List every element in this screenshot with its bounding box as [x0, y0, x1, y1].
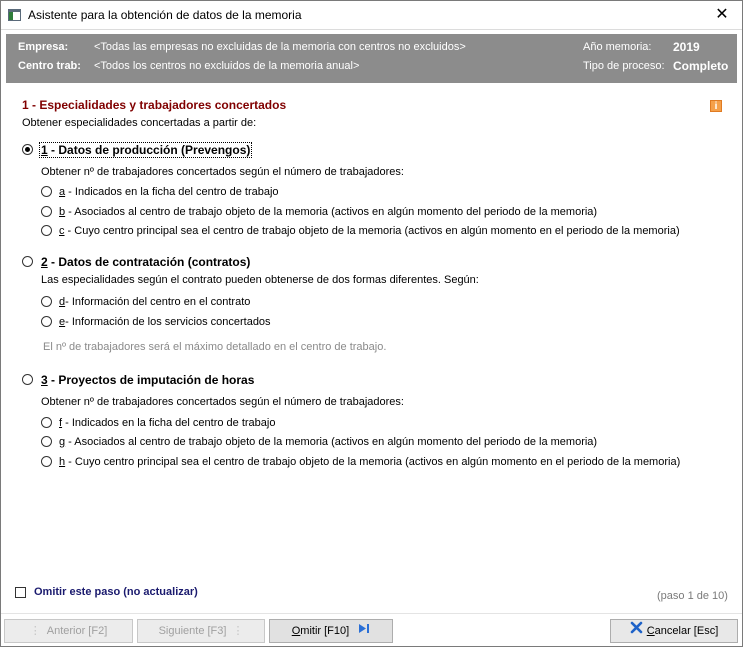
previous-button[interactable]: ⋮ Anterior [F2] — [4, 619, 133, 643]
info-icon[interactable]: i — [710, 100, 722, 112]
option3g-label[interactable]: g - Asociados al centro de trabajo objeto de la memoria (activos en algún momento del periodo de la memoria) — [59, 436, 598, 448]
option3f-radio[interactable] — [41, 417, 52, 428]
option3-radio[interactable] — [22, 374, 33, 385]
option1a-label[interactable]: a - Indicados en la ficha del centro de trabajo — [59, 186, 279, 198]
ano-value: 2019 — [673, 40, 700, 54]
tipo-value: Completo — [673, 59, 729, 73]
option2e-label[interactable]: e- Información de los servicios concertados — [59, 316, 271, 328]
step-indicator: (paso 1 de 10) — [657, 590, 728, 602]
option2-radio[interactable] — [22, 256, 33, 267]
omit-button[interactable]: Omitir [F10] — [269, 619, 393, 643]
title-bar — [1, 1, 742, 30]
option1b-label[interactable]: b - Asociados al centro de trabajo objeto de la memoria (activos en algún momento del periodo de la memoria) — [59, 206, 598, 218]
option3h-radio[interactable] — [41, 456, 52, 467]
app-window-icon — [8, 9, 21, 21]
option2-note: El nº de trabajadores será el máximo detallado en el centro de trabajo. — [43, 341, 387, 353]
cancel-x-icon — [630, 620, 643, 642]
option2e-radio[interactable] — [41, 316, 52, 327]
section-title: 1 - Especialidades y trabajadores concertados — [22, 98, 287, 112]
option3h-label[interactable]: h - Cuyo centro principal sea el centro de trabajo objeto de la memoria (activos en algún momento en el periodo de la memoria) — [59, 456, 681, 468]
ano-label: Año memoria: — [583, 41, 652, 53]
option1-radio[interactable] — [22, 144, 33, 155]
option3f-label[interactable]: f - Indicados en la ficha del centro de trabajo — [59, 417, 276, 429]
close-icon: ✕ — [715, 6, 729, 23]
option2d-label[interactable]: d- Información del centro en el contrato — [59, 296, 251, 308]
tipo-label: Tipo de proceso: — [583, 60, 665, 72]
option1a-radio[interactable] — [41, 186, 52, 197]
centro-value: <Todos los centros no excluidos de la memoria anual> — [94, 60, 360, 72]
centro-label: Centro trab: — [18, 60, 81, 72]
skip-step-label[interactable]: Omitir este paso (no actualizar) — [34, 586, 198, 598]
option1-label[interactable]: 1 - Datos de producción (Prevengos) — [41, 143, 251, 157]
option2d-radio[interactable] — [41, 296, 52, 307]
option1c-label[interactable]: c - Cuyo centro principal sea el centro de trabajo objeto de la memoria (activos en algún momento en el periodo de la memoria) — [59, 225, 680, 237]
empresa-value: <Todas las empresas no excluidas de la memoria con centros no excluidos> — [94, 41, 466, 53]
cancel-button[interactable]: Cancelar [Esc] — [610, 619, 738, 643]
window-title: Asistente para la obtención de datos de la memoria — [28, 8, 302, 22]
next-icon: ⋮ — [232, 625, 244, 638]
option1c-radio[interactable] — [41, 225, 52, 236]
option2-prompt: Las especialidades según el contrato pueden obtenerse de dos formas diferentes. Según: — [41, 274, 479, 286]
option3-label[interactable]: 3 - Proyectos de imputación de horas — [41, 373, 255, 387]
info-panel — [6, 34, 737, 83]
previous-icon: ⋮ — [29, 625, 41, 638]
option3g-radio[interactable] — [41, 436, 52, 447]
section-subtitle: Obtener especialidades concertadas a partir de: — [22, 117, 257, 129]
empresa-label: Empresa: — [18, 41, 69, 53]
footer-divider — [1, 613, 742, 614]
close-button[interactable] — [702, 1, 742, 29]
option1b-radio[interactable] — [41, 206, 52, 217]
skip-step-checkbox[interactable] — [15, 587, 26, 598]
next-button[interactable]: Siguiente [F3] ⋮ — [137, 619, 265, 643]
option2-label[interactable]: 2 - Datos de contratación (contratos) — [41, 255, 251, 269]
option3-prompt: Obtener nº de trabajadores concertados según el número de trabajadores: — [41, 396, 404, 408]
option1-prompt: Obtener nº de trabajadores concertados según el número de trabajadores: — [41, 166, 404, 178]
skip-forward-icon — [358, 620, 370, 642]
